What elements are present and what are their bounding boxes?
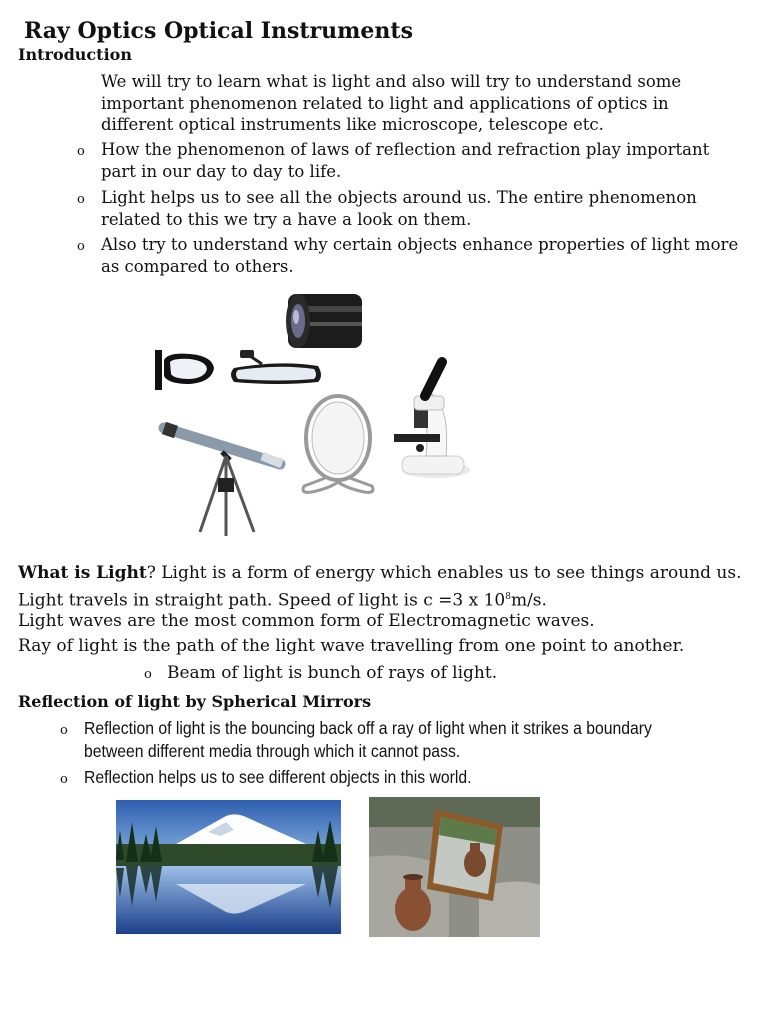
side-mirror-image: [155, 350, 214, 390]
bullet-marker: o: [77, 144, 85, 159]
page-title: Ray Optics Optical Instruments: [24, 18, 413, 44]
bullet-marker: o: [77, 192, 85, 207]
lake-reflection-photo: [116, 800, 341, 934]
bullet-marker: o: [60, 723, 68, 738]
bullet-line: between different media through which it cannot pass.: [84, 741, 461, 761]
bullet-line: part in our day to day to life.: [101, 161, 342, 181]
mirror-vase-photo: [369, 797, 540, 937]
bullet-line: Light helps us to see all the objects around us. The entire phenomenon: [101, 188, 697, 207]
bullet-marker: o: [144, 667, 152, 682]
intro-line: different optical instruments like microscope, telescope etc.: [101, 115, 604, 134]
intro-bullet-2: [101, 187, 697, 230]
what-is-light-heading: What is Light: [18, 563, 147, 583]
optical-instruments-illustration: [150, 288, 480, 538]
wire-mirror-image: [303, 396, 373, 492]
bullet-line: as compared to others.: [101, 256, 294, 276]
what-is-light-line-3: Light waves are the most common form of Electromagnetic waves.: [18, 611, 595, 631]
telescope-image: [164, 428, 282, 536]
intro-line: We will try to learn what is light and also will try to understand some: [101, 72, 682, 91]
camera-lens-image: [286, 294, 362, 348]
rearview-mirror-image: [231, 350, 321, 384]
microscope-image: [394, 362, 470, 478]
bullet-marker: o: [60, 772, 68, 787]
intro-bullet-1: [101, 139, 709, 182]
speed-text: Light travels in straight path. Speed of light is c =3 x 10: [18, 590, 506, 611]
intro-bullet-3: [101, 234, 738, 277]
bullet-line: How the phenomenon of laws of reflection and refraction play important: [101, 140, 710, 159]
what-is-light-line-1: [18, 562, 742, 584]
reflection-bullet-1: [84, 717, 652, 763]
what-is-light-line-2: [18, 586, 547, 612]
what-is-light-line-4: Ray of light is the path of the light wave travelling from one point to another.: [18, 636, 685, 656]
introduction-heading: Introduction: [18, 45, 132, 64]
reflection-heading: Reflection of light by Spherical Mirrors: [18, 692, 372, 711]
bullet-marker: o: [77, 239, 85, 254]
what-is-light-text: ? Light is a form of energy which enables us to see things around us.: [146, 563, 742, 583]
bullet-line: related to this we try a have a look on them.: [101, 209, 472, 229]
speed-exponent: 8: [505, 592, 511, 602]
bullet-line: Reflection helps us to see different objects in this world.: [84, 767, 472, 787]
beam-of-light-bullet: Beam of light is bunch of rays of light.: [167, 663, 498, 683]
intro-line: important phenomenon related to light and applications of optics in: [101, 93, 669, 113]
intro-paragraph: [101, 71, 681, 136]
bullet-line: Reflection of light is the bouncing back off a ray of light when it strikes a boundary: [84, 718, 652, 738]
reflection-bullet-2: [84, 766, 472, 789]
speed-unit: m/s.: [510, 590, 547, 611]
bullet-line: Also try to understand why certain objects enhance properties of light more: [101, 235, 739, 254]
